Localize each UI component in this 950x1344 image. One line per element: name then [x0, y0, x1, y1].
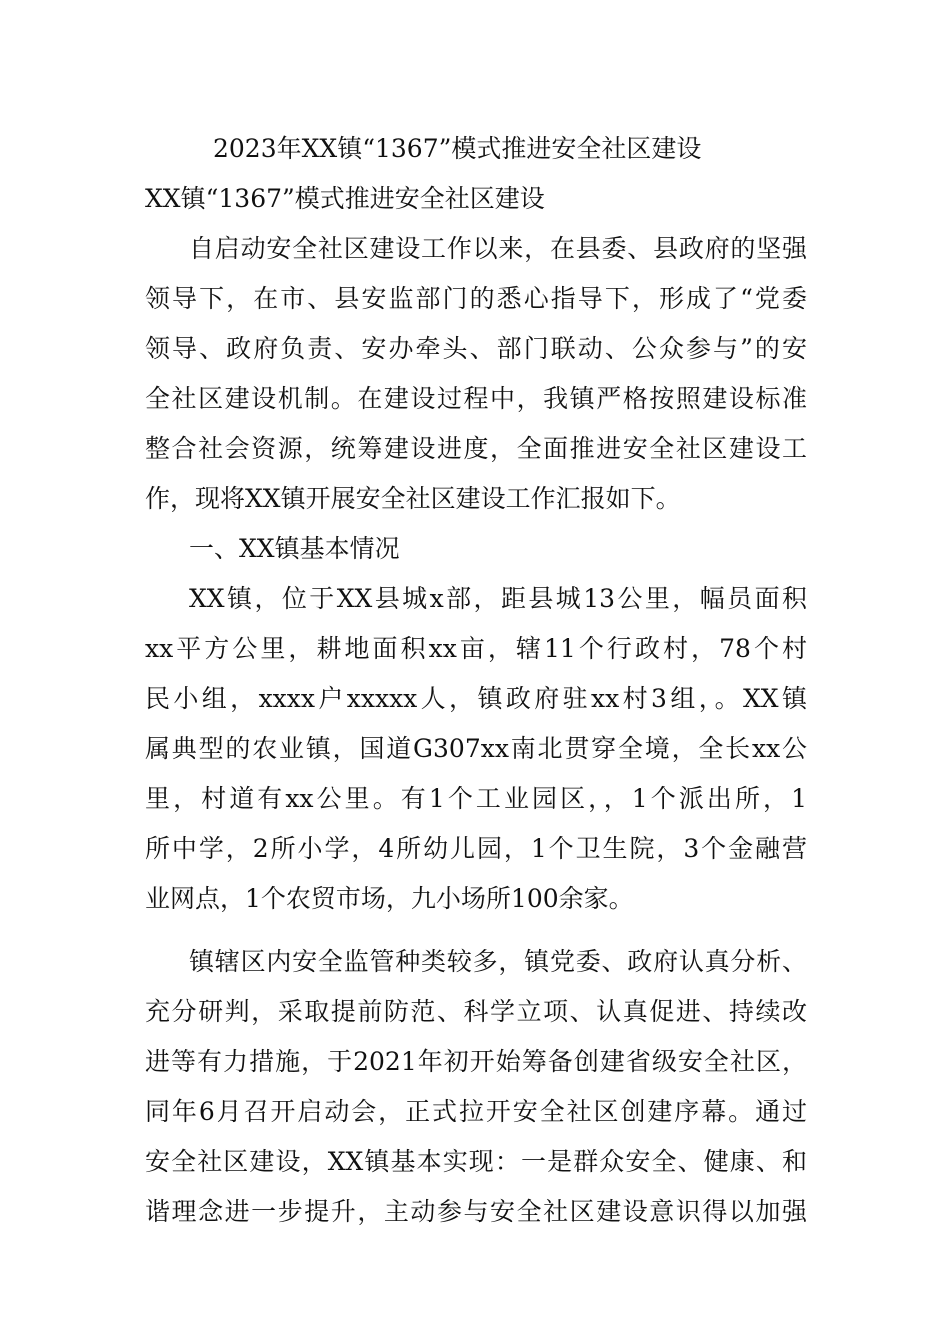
paragraph-line: 同年6月召开启动会，正式拉开安全社区创建序幕。通过	[145, 1097, 807, 1126]
paragraph-line: 领导、政府负责、安办牵头、部门联动、公众参与”的安	[145, 334, 807, 363]
paragraph-line: 属典型的农业镇，国道G307xx南北贯穿全境，全长xx公	[145, 734, 807, 763]
paragraph-line: xx平方公里，耕地面积xx亩，辖11个行政村，78个村	[145, 634, 807, 663]
paragraph-line: 镇辖区内安全监管种类较多，镇党委、政府认真分析、	[189, 947, 807, 976]
paragraph-line: 业网点，1个农贸市场，九小场所100余家。	[145, 884, 634, 913]
paragraph-line: 民小组，xxxx户xxxxx人，镇政府驻xx村3组，。XX镇	[145, 684, 807, 713]
document-body	[145, 124, 807, 1237]
paragraph-line: 整合社会资源，统筹建设进度，全面推进安全社区建设工	[145, 434, 807, 463]
paragraph-line: 里，村道有xx公里。有1个工业园区，，1个派出所，1	[145, 784, 807, 813]
paragraph-line: XX镇，位于XX县城x部，距县城13公里，幅员面积	[189, 584, 807, 613]
paragraph-line: 进等有力措施，于2021年初开始筹备创建省级安全社区，	[145, 1047, 807, 1076]
paragraph-gap	[145, 924, 807, 937]
paragraph-line: 作，现将XX镇开展安全社区建设工作汇报如下。	[145, 484, 681, 513]
paragraph-line: 自启动安全社区建设工作以来，在县委、县政府的坚强	[189, 234, 807, 263]
paragraph-supervision	[145, 937, 807, 1237]
paragraph-basic-info	[145, 574, 807, 924]
document-title: 2023年XX镇“1367”模式推进安全社区建设	[213, 134, 702, 163]
paragraph-line: 谐理念进一步提升，主动参与安全社区建设意识得以加强	[145, 1197, 807, 1226]
section-heading: 一、XX镇基本情况	[189, 534, 400, 563]
paragraph-line: 充分研判，采取提前防范、科学立项、认真促进、持续改	[145, 997, 807, 1026]
paragraph-line: 全社区建设机制。在建设过程中，我镇严格按照建设标准	[145, 384, 807, 413]
paragraph-line: 安全社区建设，XX镇基本实现：一是群众安全、健康、和	[145, 1147, 807, 1176]
paragraph-line: 所中学，2所小学，4所幼儿园，1个卫生院，3个金融营	[145, 834, 807, 863]
paragraph-intro	[145, 224, 807, 524]
paragraph-line: 领导下，在市、县安监部门的悉心指导下，形成了“党委	[145, 284, 807, 313]
document-subtitle: XX镇“1367”模式推进安全社区建设	[145, 184, 545, 213]
